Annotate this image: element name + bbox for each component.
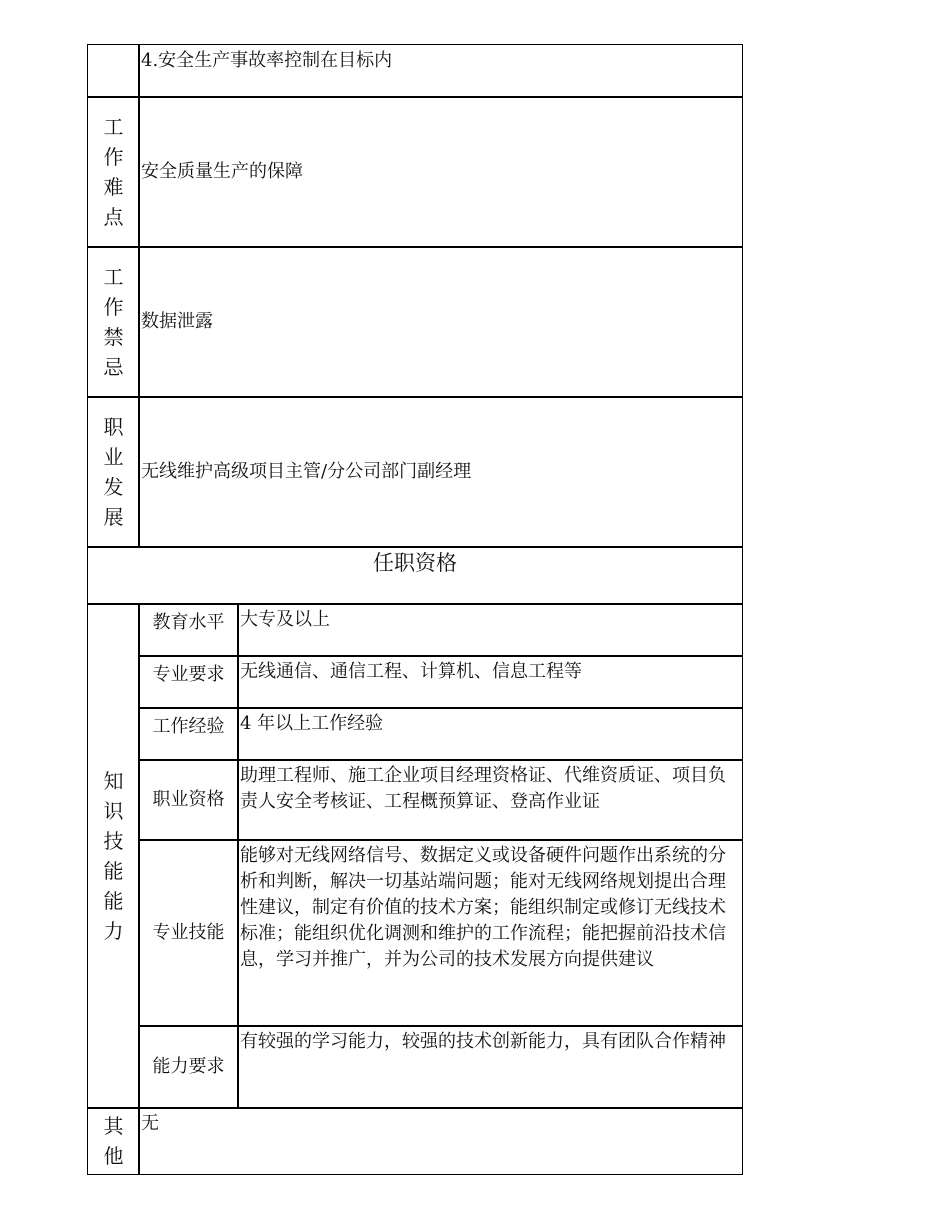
label-char: 识 — [103, 799, 124, 823]
career-text: 无线维护高级项目主管/分公司部门副经理 — [141, 461, 472, 482]
major-label-text: 专业要求 — [152, 664, 225, 685]
certificates-label — [138, 759, 239, 841]
difficulty-cell — [138, 96, 743, 248]
other-cell — [138, 1107, 743, 1175]
label-char: 作 — [103, 295, 124, 319]
career-label — [87, 396, 140, 548]
label-char: 业 — [103, 445, 124, 469]
ability-cell — [237, 1025, 743, 1109]
label-char: 力 — [103, 919, 124, 943]
goal-4-cell — [138, 44, 743, 98]
empty-label-cell — [87, 44, 140, 98]
certificates-cell — [237, 759, 743, 841]
label-char: 作 — [103, 145, 124, 169]
major-label — [138, 655, 239, 709]
label-char: 知 — [103, 769, 124, 793]
label-char: 展 — [103, 505, 124, 529]
major-value: 无线通信、通信工程、计算机、信息工程等 — [240, 661, 582, 682]
ability-value: 有较强的学习能力，较强的技术创新能力，具有团队合作精神 — [240, 1031, 726, 1052]
qualifications-header — [87, 546, 743, 605]
taboo-cell — [138, 246, 743, 398]
experience-label-text: 工作经验 — [152, 716, 225, 737]
experience-cell — [237, 707, 743, 761]
label-char: 他 — [103, 1144, 124, 1168]
label-char: 工 — [103, 265, 124, 289]
label-char: 职 — [103, 415, 124, 439]
experience-label — [138, 707, 239, 761]
other-label — [87, 1107, 140, 1175]
certificates-label-text: 职业资格 — [152, 789, 225, 810]
label-char: 能 — [103, 889, 124, 913]
major-cell — [237, 655, 743, 709]
label-char: 点 — [103, 205, 124, 229]
education-label-text: 教育水平 — [152, 612, 225, 633]
difficulty-label — [87, 96, 140, 248]
difficulty-text: 安全质量生产的保障 — [141, 161, 303, 182]
label-char: 发 — [103, 475, 124, 499]
other-text: 无 — [141, 1113, 159, 1134]
taboo-text: 数据泄露 — [141, 311, 213, 332]
label-char: 难 — [103, 175, 124, 199]
label-char: 其 — [103, 1114, 124, 1138]
label-char: 工 — [103, 115, 124, 139]
job-description-table — [87, 44, 743, 1175]
education-label — [138, 603, 239, 657]
ability-label-text: 能力要求 — [152, 1056, 225, 1077]
ability-label — [138, 1025, 239, 1109]
label-char: 技 — [103, 829, 124, 853]
professional-skills-value: 能够对无线网络信号、数据定义或设备硬件问题作出系统的分析和判断，解决一切基站端问题；能对无线网络规划提出合理性建议，制定有价值的技术方案；能组织制定或修订无线技术标准；能组织优化调测和维护的工作流程；能把握前沿技术信息，学习并推广，并为公司的技术发展方向提供建议 — [240, 845, 726, 970]
goal-4-text: 4.安全生产事故率控制在目标内 — [141, 50, 393, 71]
qualifications-header-text: 任职资格 — [373, 551, 457, 575]
professional-skills-cell — [237, 839, 743, 1027]
education-cell — [237, 603, 743, 657]
certificates-value: 助理工程师、施工企业项目经理资格证、代维资质证、项目负责人安全考核证、工程概预算证、登高作业证 — [240, 765, 726, 812]
label-char: 忌 — [103, 355, 124, 379]
label-char: 禁 — [103, 325, 124, 349]
taboo-label — [87, 246, 140, 398]
experience-value: 4 年以上工作经验 — [240, 713, 384, 734]
education-value: 大专及以上 — [240, 609, 330, 630]
label-char: 能 — [103, 859, 124, 883]
professional-skills-label-text: 专业技能 — [152, 922, 225, 943]
professional-skills-label — [138, 839, 239, 1027]
career-cell — [138, 396, 743, 548]
skills-label — [87, 603, 140, 1109]
